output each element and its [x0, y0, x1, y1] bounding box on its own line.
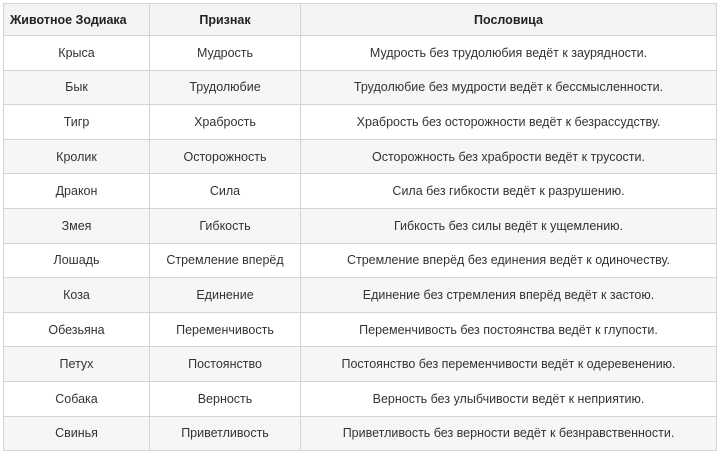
cell-trait: Гибкость: [150, 208, 301, 243]
cell-trait: Постоянство: [150, 347, 301, 382]
table-row: [4, 312, 717, 347]
cell-animal: Коза: [4, 278, 150, 313]
cell-animal: Тигр: [4, 105, 150, 140]
cell-trait: Осторожность: [150, 139, 301, 174]
cell-proverb: Приветливость без верности ведёт к безнравственности.: [301, 416, 717, 451]
table-row: [4, 36, 717, 71]
cell-animal: Крыса: [4, 36, 150, 71]
cell-proverb: Стремление вперёд без единения ведёт к одиночеству.: [301, 243, 717, 278]
cell-animal: Лошадь: [4, 243, 150, 278]
cell-proverb: Верность без улыбчивости ведёт к неприятию.: [301, 381, 717, 416]
cell-proverb: Трудолюбие без мудрости ведёт к бессмысленности.: [301, 70, 717, 105]
cell-animal: Собака: [4, 381, 150, 416]
table-row: [4, 70, 717, 105]
cell-trait: Трудолюбие: [150, 70, 301, 105]
cell-animal: Дракон: [4, 174, 150, 209]
table-row: [4, 416, 717, 451]
table-header: [4, 4, 717, 36]
cell-proverb: Храбрость без осторожности ведёт к безрассудству.: [301, 105, 717, 140]
table-row: [4, 243, 717, 278]
cell-trait: Единение: [150, 278, 301, 313]
cell-trait: Стремление вперёд: [150, 243, 301, 278]
cell-trait: Переменчивость: [150, 312, 301, 347]
header-row: [4, 4, 717, 36]
cell-proverb: Переменчивость без постоянства ведёт к глупости.: [301, 312, 717, 347]
table-row: [4, 139, 717, 174]
header-proverb: Пословица: [301, 4, 717, 36]
table-row: [4, 105, 717, 140]
cell-proverb: Сила без гибкости ведёт к разрушению.: [301, 174, 717, 209]
cell-animal: Петух: [4, 347, 150, 382]
table-body: [4, 36, 717, 451]
cell-proverb: Мудрость без трудолюбия ведёт к заурядности.: [301, 36, 717, 71]
header-zodiac-animal: Животное Зодиака: [4, 4, 150, 36]
header-trait: Признак: [150, 4, 301, 36]
table-row: [4, 347, 717, 382]
table-row: [4, 278, 717, 313]
cell-proverb: Гибкость без силы ведёт к ущемлению.: [301, 208, 717, 243]
zodiac-table-container: [3, 3, 716, 451]
cell-animal: Свинья: [4, 416, 150, 451]
cell-trait: Верность: [150, 381, 301, 416]
cell-trait: Мудрость: [150, 36, 301, 71]
cell-trait: Храбрость: [150, 105, 301, 140]
cell-trait: Сила: [150, 174, 301, 209]
cell-proverb: Единение без стремления вперёд ведёт к застою.: [301, 278, 717, 313]
cell-proverb: Осторожность без храбрости ведёт к трусости.: [301, 139, 717, 174]
cell-trait: Приветливость: [150, 416, 301, 451]
zodiac-proverbs-table: [3, 3, 717, 451]
cell-animal: Бык: [4, 70, 150, 105]
cell-animal: Змея: [4, 208, 150, 243]
table-row: [4, 208, 717, 243]
cell-proverb: Постоянство без переменчивости ведёт к одеревенению.: [301, 347, 717, 382]
table-row: [4, 381, 717, 416]
cell-animal: Обезьяна: [4, 312, 150, 347]
cell-animal: Кролик: [4, 139, 150, 174]
table-row: [4, 174, 717, 209]
